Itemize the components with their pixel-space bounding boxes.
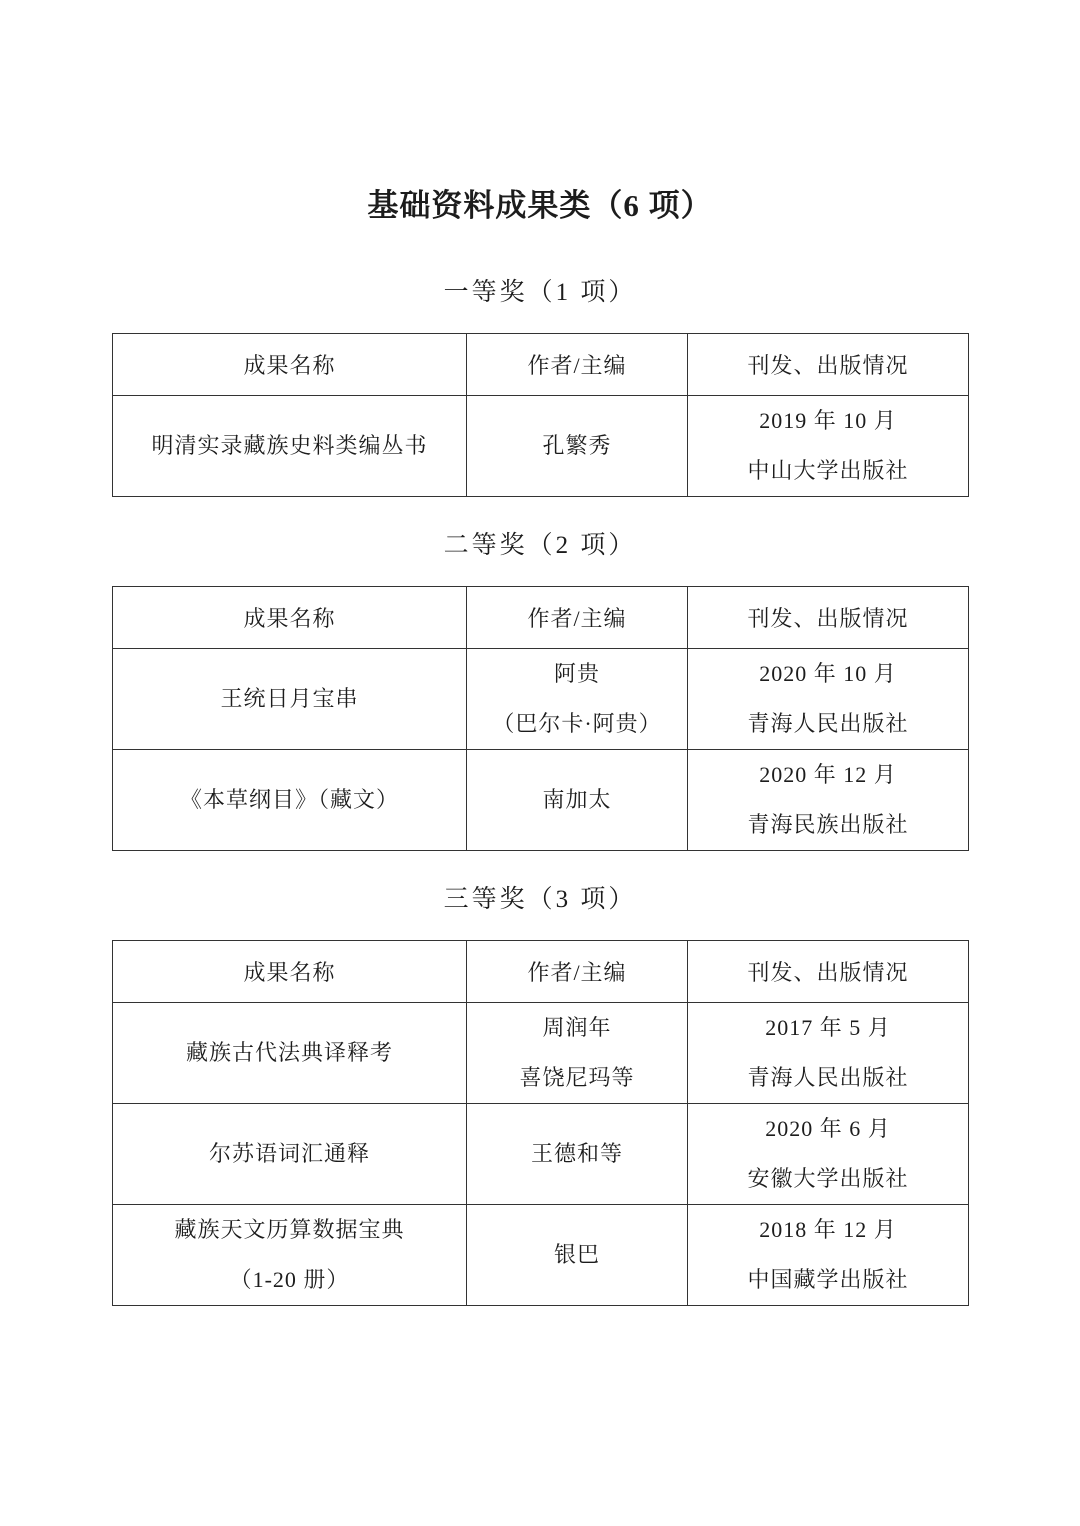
table-body xyxy=(113,1003,969,1306)
table-head xyxy=(113,334,969,396)
cell-publication-line: 2020 年 10 月 xyxy=(759,661,897,686)
award-table xyxy=(112,333,969,497)
cell-name xyxy=(113,396,467,497)
page-title: 基础资料成果类（6 项） xyxy=(367,188,713,223)
table-body xyxy=(113,396,969,497)
cell-publication-line: 安徽大学出版社 xyxy=(747,1166,909,1191)
cell-publication xyxy=(688,1104,969,1205)
cell-author xyxy=(467,750,688,851)
table-body xyxy=(113,649,969,851)
cell-name xyxy=(113,1205,467,1306)
cell-publication-line: 2020 年 6 月 xyxy=(765,1116,891,1141)
cell-author xyxy=(467,1104,688,1205)
column-header: 成果名称 xyxy=(113,941,467,1003)
cell-author xyxy=(467,1003,688,1104)
header-row xyxy=(113,334,969,396)
column-header: 作者/主编 xyxy=(467,941,688,1003)
cell-name-line: 藏族天文历算数据宝典 xyxy=(174,1217,405,1242)
table-row xyxy=(113,1205,969,1306)
table-head xyxy=(113,941,969,1003)
cell-publication xyxy=(688,1003,969,1104)
cell-name-line: 尔苏语词汇通释 xyxy=(208,1141,370,1166)
award-table xyxy=(112,586,969,851)
cell-publication-line: 2019 年 10 月 xyxy=(759,408,897,433)
cell-author-line: 银巴 xyxy=(553,1242,600,1267)
cell-publication-line: 2017 年 5 月 xyxy=(765,1015,891,1040)
cell-author xyxy=(467,649,688,750)
cell-name xyxy=(113,649,467,750)
cell-name-line: 藏族古代法典译释考 xyxy=(185,1040,393,1065)
cell-name-line: 明清实录藏族史料类编丛书 xyxy=(151,433,428,458)
award-section-2 xyxy=(112,529,968,851)
cell-name-line: 《本草纲目》（藏文） xyxy=(179,787,399,812)
cell-publication xyxy=(688,750,969,851)
cell-publication-line: 2018 年 12 月 xyxy=(759,1217,897,1242)
cell-name xyxy=(113,1003,467,1104)
table-row xyxy=(113,1003,969,1104)
cell-author-line: 南加太 xyxy=(542,787,612,812)
cell-author-line: 阿贵 xyxy=(553,661,600,686)
cell-author-line: 周润年 xyxy=(542,1015,612,1040)
table-row xyxy=(113,750,969,851)
cell-author xyxy=(467,396,688,497)
table-row xyxy=(113,396,969,497)
award-table xyxy=(112,940,969,1306)
cell-publication-line: 青海人民出版社 xyxy=(747,711,909,736)
cell-name xyxy=(113,1104,467,1205)
column-header: 作者/主编 xyxy=(467,587,688,649)
cell-publication-line: 中山大学出版社 xyxy=(747,458,909,483)
cell-publication-line: 青海民族出版社 xyxy=(747,812,909,837)
table-row xyxy=(113,649,969,750)
cell-author-line: （巴尔卡·阿贵） xyxy=(492,711,662,736)
table-head xyxy=(113,587,969,649)
cell-name-line: （1-20 册） xyxy=(229,1267,350,1292)
cell-publication xyxy=(688,1205,969,1306)
cell-publication xyxy=(688,396,969,497)
cell-publication-line: 中国藏学出版社 xyxy=(747,1267,909,1292)
award-section-1 xyxy=(112,276,968,497)
column-header: 刊发、出版情况 xyxy=(688,334,969,396)
cell-name xyxy=(113,750,467,851)
header-row xyxy=(113,941,969,1003)
cell-author-line: 孔繁秀 xyxy=(542,433,612,458)
cell-publication-line: 青海人民出版社 xyxy=(747,1065,909,1090)
cell-author xyxy=(467,1205,688,1306)
column-header: 刊发、出版情况 xyxy=(688,941,969,1003)
award-section-3 xyxy=(112,883,968,1306)
column-header: 作者/主编 xyxy=(467,334,688,396)
award-heading: 二等奖（2 项） xyxy=(443,532,637,559)
table-row xyxy=(113,1104,969,1205)
header-row xyxy=(113,587,969,649)
cell-name-line: 王统日月宝串 xyxy=(220,686,359,711)
column-header: 刊发、出版情况 xyxy=(688,587,969,649)
cell-author-line: 喜饶尼玛等 xyxy=(519,1065,635,1090)
award-heading: 一等奖（1 项） xyxy=(443,279,637,306)
sections-container xyxy=(112,276,968,1306)
column-header: 成果名称 xyxy=(113,587,467,649)
cell-publication xyxy=(688,649,969,750)
award-heading: 三等奖（3 项） xyxy=(443,886,637,913)
column-header: 成果名称 xyxy=(113,334,467,396)
cell-publication-line: 2020 年 12 月 xyxy=(759,762,897,787)
cell-author-line: 王德和等 xyxy=(530,1141,623,1166)
